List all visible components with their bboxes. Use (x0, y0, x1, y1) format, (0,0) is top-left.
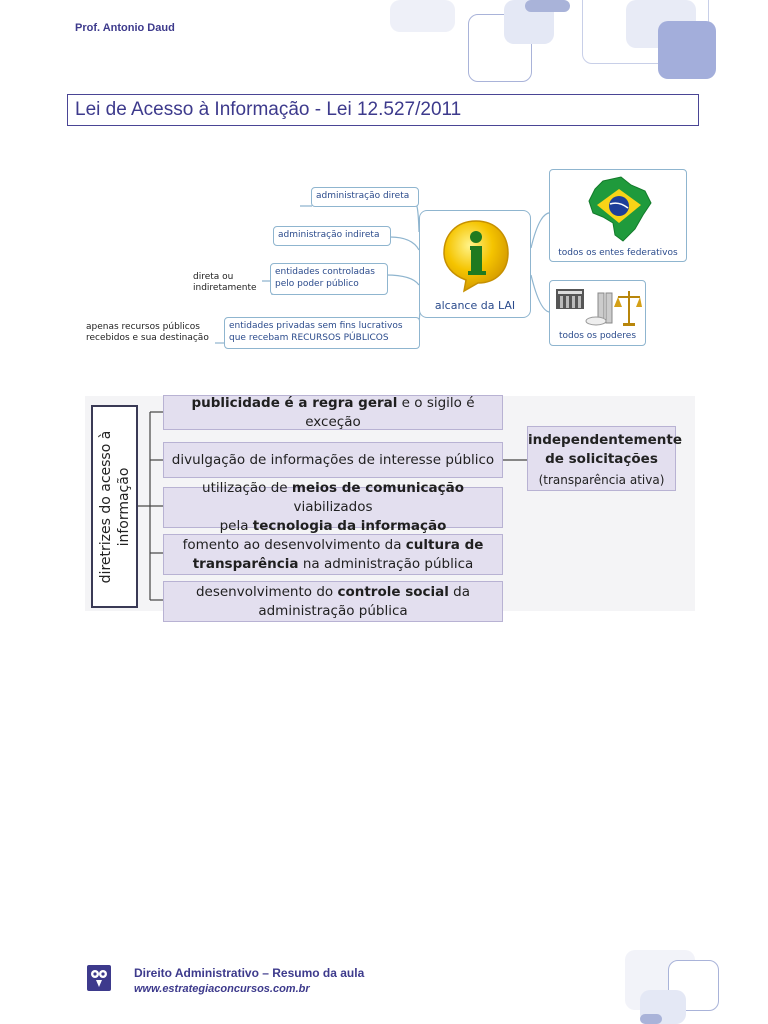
diretrizes-label-box (91, 405, 138, 608)
mm-note-line1: apenas recursos públicos (86, 322, 200, 332)
mm-node-label: administração direta (316, 191, 410, 201)
diretriz-bold: transparência (192, 555, 299, 572)
diretriz-text: administração pública (258, 602, 408, 619)
diretriz-bold: controle social (337, 583, 449, 600)
mm-note-line2: indiretamente (193, 283, 257, 293)
diretrizes-label (97, 430, 133, 583)
diretriz-text: viabilizados (293, 499, 373, 515)
diretriz-item-4 (163, 534, 503, 575)
author-name: Prof. Antonio Daud (75, 22, 175, 34)
diretriz-bold: tecnologia da informação (252, 518, 447, 534)
side-line1: independentemente (528, 432, 682, 448)
diretriz-item-5 (163, 581, 503, 622)
footer-title: Direito Administrativo – Resumo da aula (134, 966, 365, 980)
mm-node-label: todos os entes federativos (558, 248, 678, 258)
mm-node-label-line1: entidades privadas sem fins lucrativos (229, 321, 403, 331)
diretrizes-label-line1: diretrizes do acesso à (97, 430, 114, 583)
diretriz-item-1 (163, 395, 503, 430)
diretriz-text: fomento ao desenvolvimento da (182, 536, 406, 553)
diretriz-bold: publicidade é a regra geral (191, 394, 398, 411)
mm-center-label: alcance da LAI (434, 299, 516, 312)
mm-node-label: administração indireta (278, 230, 380, 240)
diretriz-text: utilização de (202, 480, 292, 496)
diretriz-bold: cultura de (405, 536, 484, 553)
mm-node-label-line2: que recebam RECURSOS PÚBLICOS (229, 333, 389, 343)
diretriz-text: divulgação de informações de interesse público (171, 451, 495, 468)
mm-node-label-line1: entidades controladas (275, 267, 375, 277)
diretrizes-label-line2: informação (115, 467, 132, 546)
diretriz-item-2 (163, 442, 503, 478)
diretriz-text: pela (219, 518, 253, 534)
diretriz-text: da (448, 583, 471, 600)
section-title: Lei de Acesso à Informação - Lei 12.527/2011 (75, 99, 462, 120)
side-line3: (transparência ativa) (538, 473, 665, 487)
diretriz-text: desenvolvimento do (195, 583, 338, 600)
owl-logo-icon (87, 965, 111, 991)
mm-note-line1: direta ou (193, 272, 234, 282)
transparencia-ativa-box (527, 426, 682, 491)
diretriz-bold: meios de comunicação (291, 480, 464, 496)
diretriz-text: e o sigilo é exceção (305, 394, 475, 430)
side-line2: de solicitações (545, 451, 658, 467)
footer-url[interactable]: www.estrategiaconcursos.com.br (134, 983, 310, 995)
diretriz-item-3 (163, 480, 503, 534)
mm-node-label: todos os poderes (558, 331, 637, 341)
mm-node-label-line2: pelo poder público (275, 279, 359, 289)
diretriz-text: na administração pública (298, 555, 474, 572)
mm-note-line2: recebidos e sua destinação (86, 333, 209, 343)
